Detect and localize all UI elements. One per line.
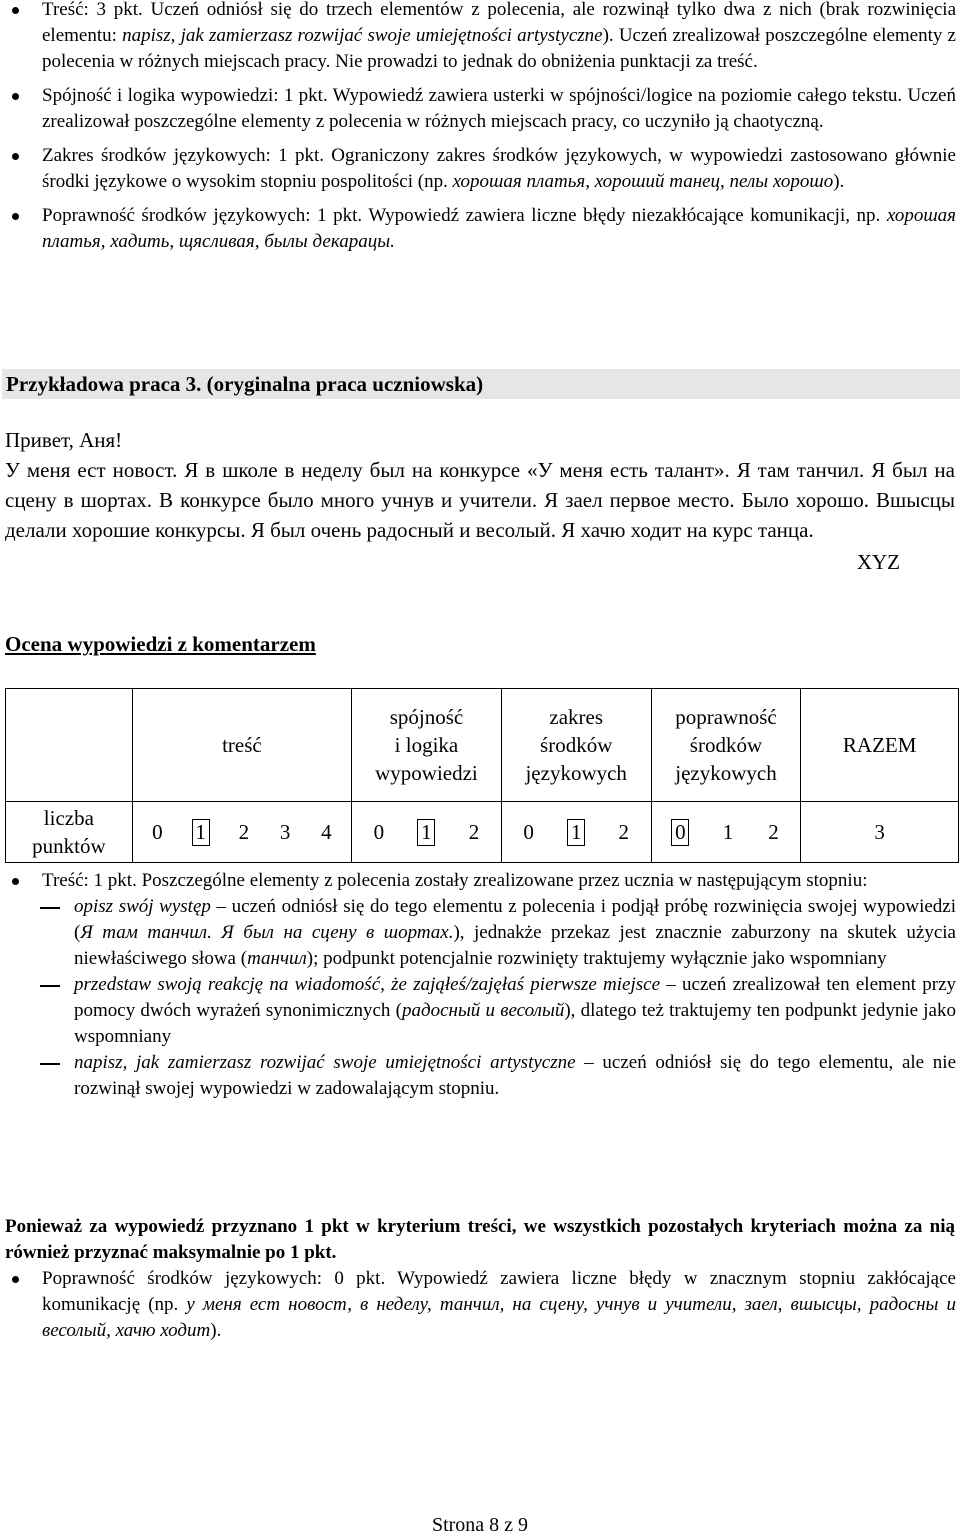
- score-cell-razem: 3: [801, 802, 959, 863]
- bullet-dot: [12, 93, 19, 100]
- score-cell-zakres: [501, 802, 651, 863]
- bullet-dot: [12, 153, 19, 160]
- poprawnosc-comment: [4, 1266, 956, 1344]
- sample-heading: Przykładowa praca 3. (oryginalna praca uczniowska): [2, 369, 960, 399]
- page-footer: Strona 8 z 9: [431, 1514, 529, 1536]
- header-tresc: treść: [132, 689, 351, 802]
- dash-marker: [40, 1063, 60, 1065]
- zakres-score-option: 0: [523, 819, 534, 844]
- tresc-score-option: 4: [321, 819, 332, 844]
- tresc-score-option: 0: [152, 819, 163, 844]
- assessment-title: Ocena wypowiedzi z komentarzem: [5, 632, 316, 656]
- student-letter: [5, 425, 955, 577]
- tresc-comment-item: Treść: 1 pkt. Poszczególne elementy z polecenia zostały zrealizowane przez ucznia w następującym stopniu: opisz swój występ – uczeń odniósł się do tego elementu z polecenia i podjął próbę rozwinięcia swojej wypowiedzi (Я там танчил. Я был на сцену в шортах.), jednakże przekaz jest znacznie zaburzony na skutek użycia niewłaściwego słowa (танчил); podpunkt potencjalnie rozwinięty traktujemy wyłącznie jako wspomniany przedstaw swoją reakcję na wiadomość, że zająłeś/zajęłaś pierwsze miejsce – uczeń zrealizował ten element przy pomocy dwóch wyrażeń synonimicznych (радосный и весолый), dlatego też traktujemy ten podpunkt jedynie jako wspomniany napisz, jak zamierzasz rozwijać swoje umiejętności artystyczne – uczeń odniósł się do tego elementu, ale nie rozwinął swojej wypowiedzi w zadowalającym stopniu.: [4, 868, 956, 1102]
- header-poprawnosc: poprawność środków językowych: [651, 689, 801, 802]
- table-corner-cell: [6, 689, 133, 802]
- subpoint-item: opisz swój występ – uczeń odniósł się do tego elementu z polecenia i podjął próbę rozwinięcia swojej wypowiedzi (Я там танчил. Я был на сцену в шортах.), jednakże przekaz jest znacznie zaburzony na skutek użycia niewłaściwego słowa (танчил); podpunkt potencjalnie rozwinięty traktujemy wyłącznie jako wspomniany: [4, 894, 956, 972]
- tresc-score-option: 1: [192, 819, 210, 846]
- tresc-subpoints: [4, 894, 956, 1102]
- score-cell-spojnosc: [352, 802, 502, 863]
- letter-signature: XYZ: [856, 550, 900, 574]
- zakres-score-option: 1: [567, 819, 585, 846]
- tresc-score-option: 3: [279, 819, 291, 844]
- row-label-liczba-punktow: liczba punktów: [6, 802, 133, 863]
- dash-marker: [40, 907, 60, 909]
- score-table: [5, 688, 959, 863]
- subpoint-item: przedstaw swoją reakcję na wiadomość, że zająłeś/zajęłaś pierwsze miejsce – uczeń zrealizował ten element przy pomocy dwóch wyrażeń synonimicznych (радосный и весолый), dlatego też traktujemy ten podpunkt jedynie jako wspomniany: [4, 972, 956, 1050]
- poprawnosc-score-option: 0: [671, 819, 689, 846]
- header-spojnosc: spójność i logika wypowiedzi: [352, 689, 502, 802]
- criterion-comment-poprawnosc: Poprawność środków językowych: 1 pkt. Wypowiedź zawiera liczne błędy niezakłócające komunikacji, np. хорошая платья, хадить, щясливая, былы декарацы.: [4, 203, 956, 255]
- score-cell-poprawnosc: [651, 802, 801, 863]
- bullet-dot: [12, 7, 19, 14]
- header-razem: RAZEM: [801, 689, 959, 802]
- dash-marker: [40, 985, 60, 987]
- poprawnosc-score-option: 2: [768, 819, 779, 844]
- bold-note: Ponieważ za wypowiedź przyznano 1 pkt w kryterium treści, we wszystkich pozostałych kryteriach można za nią również przyznać maksymalnie po 1 pkt.: [5, 1216, 955, 1263]
- poprawnosc-score-option: 1: [722, 819, 734, 844]
- poprawnosc-comment-item: Poprawność środków językowych: 0 pkt. Wypowiedź zawiera liczne błędy w znacznym stopniu zakłócające komunikację (np. у меня ест новост, в неделу, танчил, на сцену, учнув и учители, заел, вшысцы, радосны и весолый, хачю ходит).: [4, 1266, 956, 1344]
- zakres-score-option: 2: [618, 819, 630, 844]
- criterion-comment-spojnosc: Spójność i logika wypowiedzi: 1 pkt. Wypowiedź zawiera usterki w spójności/logice na poziomie całego tekstu. Uczeń zrealizował poszczególne elementy z polecenia w różnych miejscach pracy, co uczyniło ją chaotyczną.: [4, 83, 956, 135]
- criterion-comment-tresc: Treść: 3 pkt. Uczeń odniósł się do trzech elementów z polecenia, ale rozwinął tylko dwa z nich (brak rozwinięcia elementu: napisz, jak zamierzasz rozwijać swoje umiejętności artystyczne). Uczeń zrealizował poszczególne elementy z polecenia w różnych miejscach pracy. Nie prowadzi to jednak do obniżenia punktacji za treść.: [4, 0, 956, 75]
- letter-body: У меня ест новост. Я в школе в неделу был на конкурсе «У меня есть талант». Я там танчил. Я был на сцену в шортах. В конкурсе было много учнув и учители. Я заел первое место. Было хорошо. Вшысцы делали хорошие конкурсы. Я был очень радосный и весолый. Я хачю ходит на курс танца.: [5, 458, 955, 542]
- spojnosc-score-option: 0: [373, 819, 385, 844]
- subpoint-item: napisz, jak zamierzasz rozwijać swoje umiejętności artystyczne – uczeń odniósł się do tego elementu, ale nie rozwinął swojej wypowiedzi w zadowalającym stopniu.: [4, 1050, 956, 1102]
- tresc-score-option: 2: [238, 819, 250, 844]
- bullet-dot: [12, 1276, 19, 1283]
- letter-greeting: Привет, Аня!: [5, 428, 123, 452]
- score-cell-tresc: [132, 802, 351, 863]
- bullet-dot: [12, 878, 19, 885]
- criterion-comment-zakres: Zakres środków językowych: 1 pkt. Ograniczony zakres środków językowych, w wypowiedzi zastosowano głównie środki językowe o wysokim stopniu pospolitości (np. хорошая платья, хороший танец, пелы хорошо).: [4, 143, 956, 195]
- bullet-dot: [12, 213, 19, 220]
- tresc-comment: [4, 868, 956, 1102]
- criteria-comment-list: [4, 0, 956, 263]
- spojnosc-score-option: 1: [417, 819, 435, 846]
- spojnosc-score-option: 2: [468, 819, 480, 844]
- header-zakres: zakres środków językowych: [501, 689, 651, 802]
